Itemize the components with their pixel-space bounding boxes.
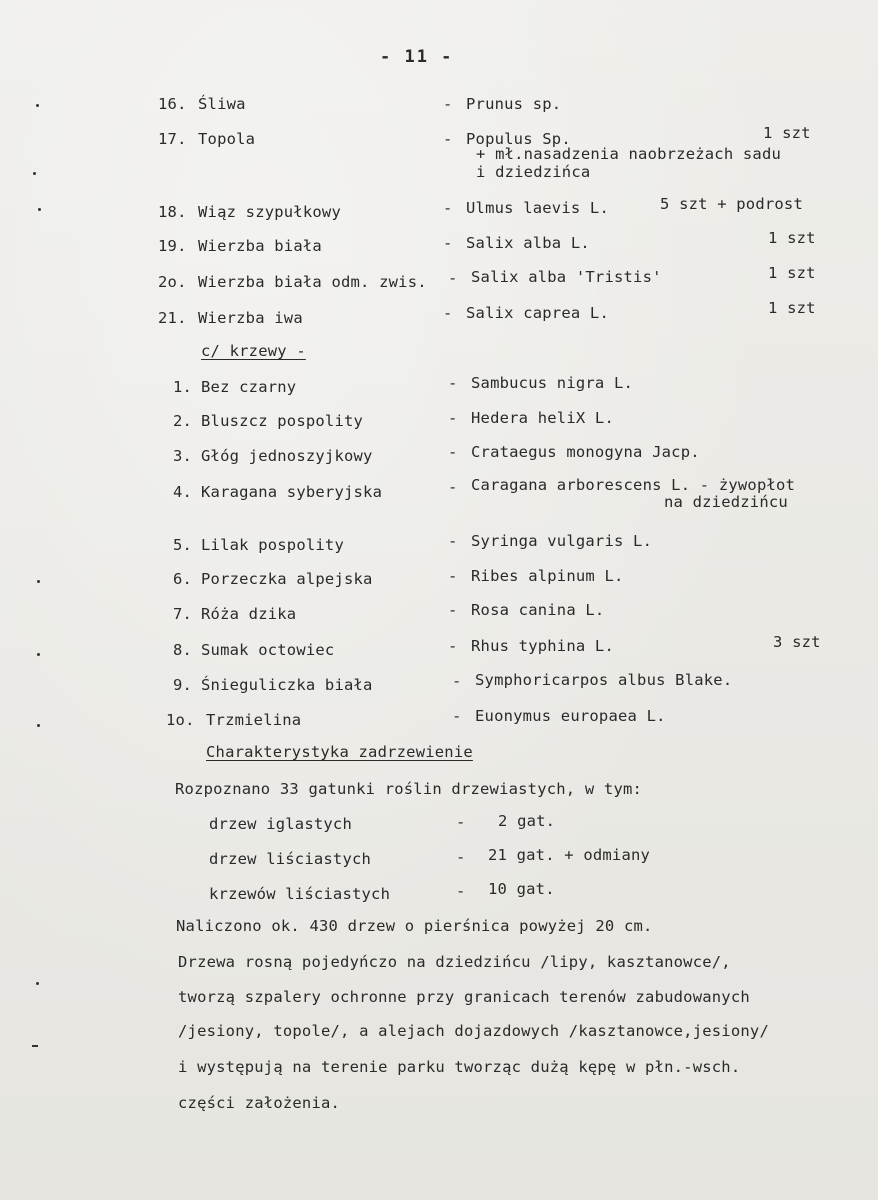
margin-speck [38, 208, 41, 211]
summary-intro: Rozpoznano 33 gatunki roślin drzewiastych, w tym: [175, 780, 643, 798]
shrub-number: 9. [173, 676, 193, 694]
shrub-polish-name: Sumak octowiec [201, 641, 335, 659]
tree-dash: - [443, 304, 453, 322]
shrub-number: 1. [173, 378, 193, 396]
shrub-latin-name: Crataegus monogyna Jacp. [471, 443, 700, 461]
shrub-quantity: 3 szt [773, 633, 821, 651]
paragraph-line: /jesiony, topole/, a alejach dojazdowych /kasztanowce,jesiony/ [178, 1022, 769, 1040]
tree-dash: - [443, 130, 453, 148]
summary-label: drzew liściastych [209, 850, 372, 868]
tree-dash: - [443, 95, 453, 113]
tree-polish-name: Wierzba biała [198, 237, 322, 255]
tree-dash: - [443, 199, 453, 217]
shrub-number: 7. [173, 605, 193, 623]
shrub-polish-name: Trzmielina [206, 711, 302, 729]
shrub-latin-name: Hedera heliX L. [471, 409, 614, 427]
shrub-note: na dziedzińcu [664, 493, 788, 511]
shrub-polish-name: Lilak pospolity [201, 536, 344, 554]
summary-value: 2 gat. [498, 812, 556, 830]
tree-latin-name: Populus Sp. [466, 130, 571, 148]
tree-latin-name: Ulmus laevis L. [466, 199, 609, 217]
tree-number: 17. [158, 130, 187, 148]
tree-number: 21. [158, 309, 187, 327]
shrub-latin-name: Syringa vulgaris L. [471, 532, 653, 550]
shrub-latin-name: Ribes alpinum L. [471, 567, 624, 585]
shrub-polish-name: Róża dzika [201, 605, 297, 623]
shrub-number: 1o. [166, 711, 195, 729]
paragraph-line: części założenia. [178, 1094, 341, 1112]
summary-label: drzew iglastych [209, 815, 352, 833]
summary-label: krzewów liściastych [209, 885, 391, 903]
shrub-dash: - [448, 478, 458, 496]
tree-number: 18. [158, 203, 187, 221]
tree-latin-name: Salix alba L. [466, 234, 590, 252]
shrub-dash: - [452, 707, 462, 725]
shrub-dash: - [448, 409, 458, 427]
paragraph-line: tworzą szpalery ochronne przy granicach terenów zabudowanych [178, 988, 750, 1006]
margin-speck [33, 172, 36, 175]
shrub-latin-name: Rhus typhina L. [471, 637, 614, 655]
margin-speck [36, 104, 39, 107]
tree-quantity: 1 szt [768, 299, 816, 317]
shrub-number: 6. [173, 570, 193, 588]
shrub-polish-name: Porzeczka alpejska [201, 570, 373, 588]
shrub-latin-name: Symphoricarpos albus Blake. [475, 671, 733, 689]
paragraph-line: i występują na terenie parku tworząc dużą kępę w płn.-wsch. [178, 1058, 741, 1076]
tree-polish-name: Wierzba iwa [198, 309, 303, 327]
shrub-latin-name: Caragana arborescens L. - żywopłot [471, 476, 796, 494]
margin-speck [37, 580, 40, 583]
tree-polish-name: Śliwa [198, 95, 246, 113]
shrub-polish-name: Śnieguliczka biała [201, 676, 373, 694]
summary-dash: - [456, 848, 466, 866]
tree-dash: - [443, 234, 453, 252]
shrub-dash: - [452, 672, 462, 690]
summary-dash: - [456, 882, 466, 900]
tree-polish-name: Wiąz szypułkowy [198, 203, 341, 221]
shrub-latin-name: Rosa canina L. [471, 601, 605, 619]
tree-quantity: 1 szt [768, 264, 816, 282]
tree-latin-name: Prunus sp. [466, 95, 562, 113]
shrub-dash: - [448, 443, 458, 461]
tree-number: 19. [158, 237, 187, 255]
tree-note: + mł.nasadzenia naobrzeżach sadu [476, 145, 782, 163]
shrub-number: 5. [173, 536, 193, 554]
paragraph-line: Naliczono ok. 430 drzew o pierśnica powyżej 20 cm. [176, 917, 653, 935]
shrub-polish-name: Bluszcz pospolity [201, 412, 364, 430]
summary-value: 10 gat. [488, 880, 555, 898]
summary-dash: - [456, 813, 466, 831]
shrubs-heading: c/ krzewy - [201, 342, 306, 360]
margin-speck [32, 1045, 38, 1047]
tree-number: 2o. [158, 273, 187, 291]
tree-polish-name: Wierzba biała odm. zwis. [198, 273, 427, 291]
shrub-number: 4. [173, 483, 193, 501]
tree-quantity: 5 szt + podrost [660, 195, 803, 213]
tree-number: 16. [158, 95, 187, 113]
characteristics-heading: Charakterystyka zadrzewienie [206, 743, 473, 761]
shrub-polish-name: Głóg jednoszyjkowy [201, 447, 373, 465]
margin-speck [37, 724, 40, 727]
shrub-dash: - [448, 532, 458, 550]
tree-latin-name: Salix caprea L. [466, 304, 609, 322]
page-number: - 11 - [380, 47, 454, 67]
shrub-dash: - [448, 567, 458, 585]
shrub-number: 8. [173, 641, 193, 659]
tree-quantity: 1 szt [763, 124, 811, 142]
shrub-number: 3. [173, 447, 193, 465]
tree-note: i dziedzińca [476, 163, 591, 181]
tree-polish-name: Topola [198, 130, 256, 148]
shrub-dash: - [448, 374, 458, 392]
shrub-number: 2. [173, 412, 193, 430]
shrub-dash: - [448, 637, 458, 655]
paragraph-line: Drzewa rosną pojedyńczo na dziedzińcu /lipy, kasztanowce/, [178, 953, 731, 971]
shrub-latin-name: Euonymus europaea L. [475, 707, 666, 725]
margin-speck [36, 982, 39, 985]
tree-quantity: 1 szt [768, 229, 816, 247]
shrub-polish-name: Bez czarny [201, 378, 297, 396]
tree-dash: - [448, 269, 458, 287]
margin-speck [37, 653, 40, 656]
shrub-polish-name: Karagana syberyjska [201, 483, 383, 501]
shrub-latin-name: Sambucus nigra L. [471, 374, 634, 392]
tree-latin-name: Salix alba 'Tristis' [471, 268, 662, 286]
summary-value: 21 gat. + odmiany [488, 846, 651, 864]
shrub-dash: - [448, 601, 458, 619]
